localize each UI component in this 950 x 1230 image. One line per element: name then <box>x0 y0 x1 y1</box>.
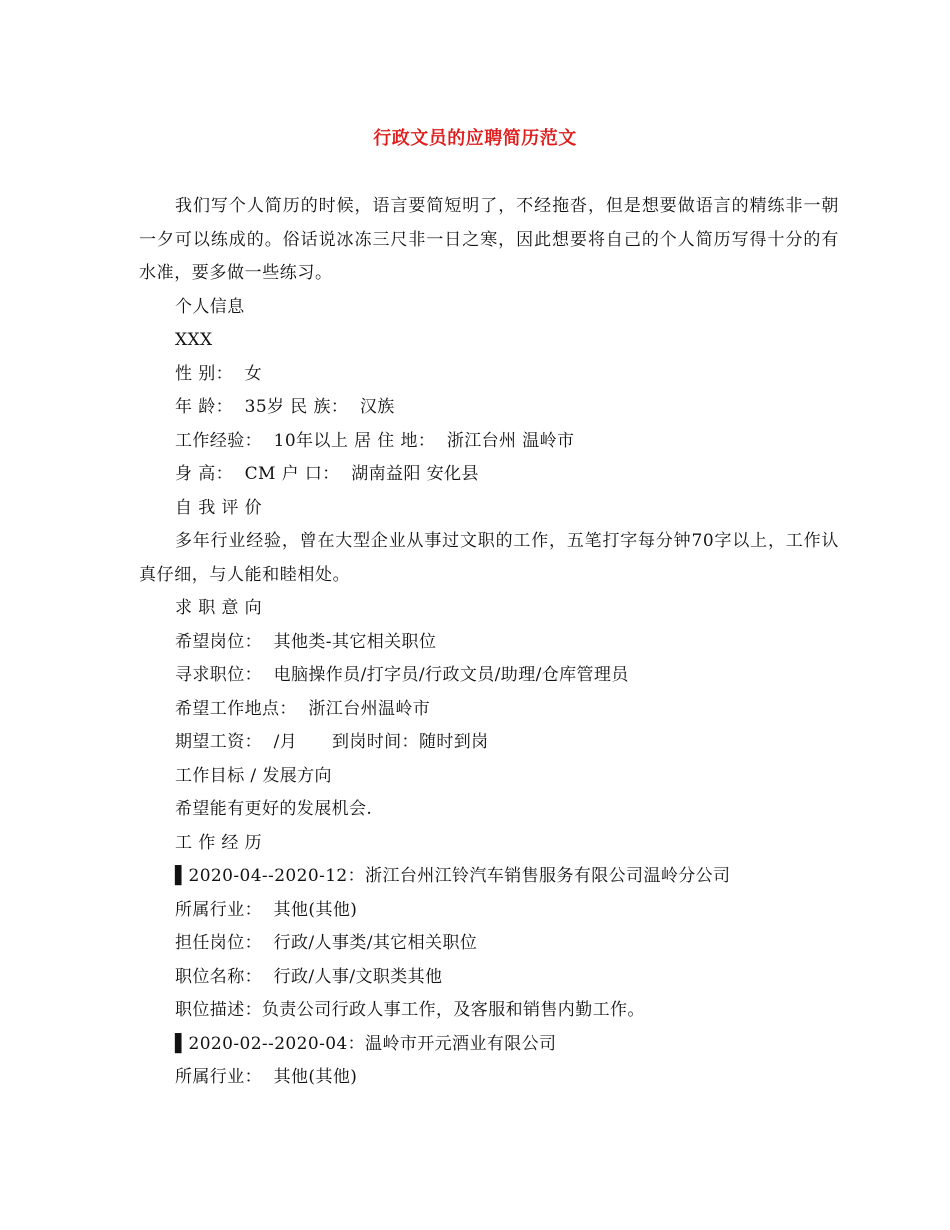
job-entry-2-industry: 所属行业： 其他(其他) <box>175 1067 358 1087</box>
desired-location-line: 希望工作地点： 浙江台州温岭市 <box>175 698 431 719</box>
age-ethnicity-line: 年 龄： 35岁 民 族： 汉族 <box>175 397 395 417</box>
section-heading-career-goal: 工作目标 / 发展方向 <box>175 765 332 786</box>
section-heading-self-evaluation: 自 我 评 价 <box>175 497 263 518</box>
section-heading-work-history: 工 作 经 历 <box>175 832 263 853</box>
sought-jobs-line: 寻求职位： 电脑操作员/打字员/行政文员/助理/仓库管理员 <box>175 665 629 685</box>
desired-position-line: 希望岗位： 其他类-其它相关职位 <box>175 631 437 652</box>
career-goal-line: 希望能有更好的发展机会. <box>175 799 373 819</box>
intro-paragraph: 我们写个人简历的时候，语言要简短明了，不经拖沓，但是想要做语言的精练非一朝一夕可以练成的。俗话说冰冻三尺非一日之寒，因此想要将自己的个人简历写得十分的有水准，要多做一些练习。 <box>139 196 839 283</box>
document-body <box>139 190 839 1095</box>
section-heading-job-intention: 求 职 意 向 <box>175 598 263 618</box>
experience-residence-line: 工作经验： 10年以上 居 住 地： 浙江台州 温岭市 <box>175 430 575 451</box>
job-entry-1-description: 职位描述：负责公司行政人事工作，及客服和销售内勤工作。 <box>175 1000 645 1020</box>
job-entry-1-role: 担任岗位： 行政/人事类/其它相关职位 <box>175 933 478 953</box>
job-entry-1-industry: 所属行业： 其他(其他) <box>175 899 358 920</box>
job-entry-2-header: ▌2020-02--2020-04：温岭市开元酒业有限公司 <box>175 1033 557 1054</box>
gender-line: 性 别： 女 <box>175 363 263 384</box>
job-entry-1-title: 职位名称： 行政/人事/文职类其他 <box>175 966 443 987</box>
page-title: 行政文员的应聘简历范文 <box>373 128 577 149</box>
job-entry-1-header: ▌2020-04--2020-12：浙江台州江铃汽车销售服务有限公司温岭分公司 <box>175 866 731 886</box>
self-evaluation-paragraph: 多年行业经验，曾在大型企业从事过文职的工作，五笔打字每分钟70字以上，工作认真仔细，与人能和睦相处。 <box>139 531 839 585</box>
salary-start-line: 期望工资： /月 到岗时间：随时到岗 <box>175 732 489 752</box>
section-heading-personal-info: 个人信息 <box>175 296 245 317</box>
height-hukou-line: 身 高： CM 户 口： 湖南益阳 安化县 <box>175 464 479 484</box>
name-line: XXX <box>175 330 213 350</box>
